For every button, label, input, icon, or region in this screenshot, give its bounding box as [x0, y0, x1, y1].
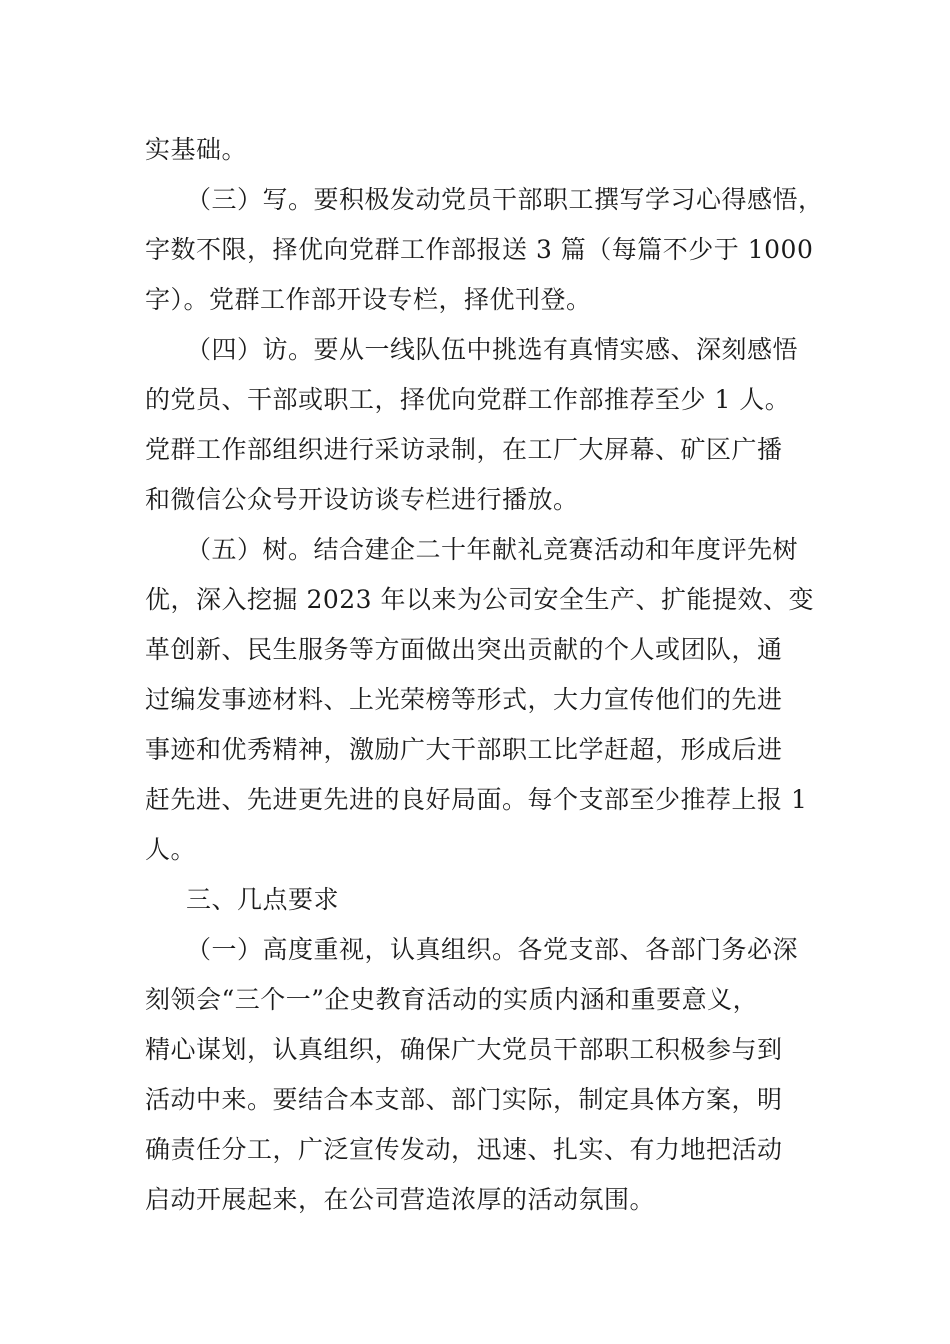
text-line: 过编发事迹材料、上光荣榜等形式，大力宣传他们的先进: [145, 685, 783, 714]
text-line: 人。: [145, 835, 197, 864]
text-line: 字）。党群工作部开设专栏，择优刊登。: [145, 285, 592, 314]
text-line: 优，深入挖掘 2023 年以来为公司安全生产、扩能提效、变: [145, 585, 815, 614]
paragraph-visit: （四）访。要从一线队伍中挑选有真情实感、深刻感悟: [186, 335, 799, 364]
text-line: 精心谋划，认真组织，确保广大党员干部职工积极参与到: [145, 1035, 783, 1064]
paragraph-establish: （五）树。结合建企二十年献礼竞赛活动和年度评先树: [186, 535, 799, 564]
text-line: 赶先进、先进更先进的良好局面。每个支部至少推荐上报 1: [145, 785, 808, 814]
text-line: 确责任分工，广泛宣传发动，迅速、扎实、有力地把活动: [145, 1135, 783, 1164]
paragraph-write: （三）写。要积极发动党员干部职工撰写学习心得感悟，: [186, 185, 824, 214]
text-line: 事迹和优秀精神，激励广大干部职工比学赶超，形成后进: [145, 735, 783, 764]
text-line: 刻领会“三个一”企史教育活动的实质内涵和重要意义，: [145, 985, 759, 1014]
text-line: 活动中来。要结合本支部、部门实际，制定具体方案，明: [145, 1085, 783, 1114]
text-line: 党群工作部组织进行采访录制，在工厂大屏幕、矿区广播: [145, 435, 783, 464]
text-line: 启动开展起来，在公司营造浓厚的活动氛围。: [145, 1185, 656, 1214]
paragraph-requirement-1: （一）高度重视，认真组织。各党支部、各部门务必深: [186, 935, 799, 964]
text-line: 实基础。: [145, 135, 248, 164]
text-line: 和微信公众号开设访谈专栏进行播放。: [145, 485, 579, 514]
text-line: 的党员、干部或职工，择优向党群工作部推荐至少 1 人。: [145, 385, 791, 414]
section-heading: 三、几点要求: [186, 885, 340, 914]
text-line: 革创新、民生服务等方面做出突出贡献的个人或团队，通: [145, 635, 783, 664]
text-line: 字数不限，择优向党群工作部报送 3 篇（每篇不少于 1000: [145, 235, 814, 264]
